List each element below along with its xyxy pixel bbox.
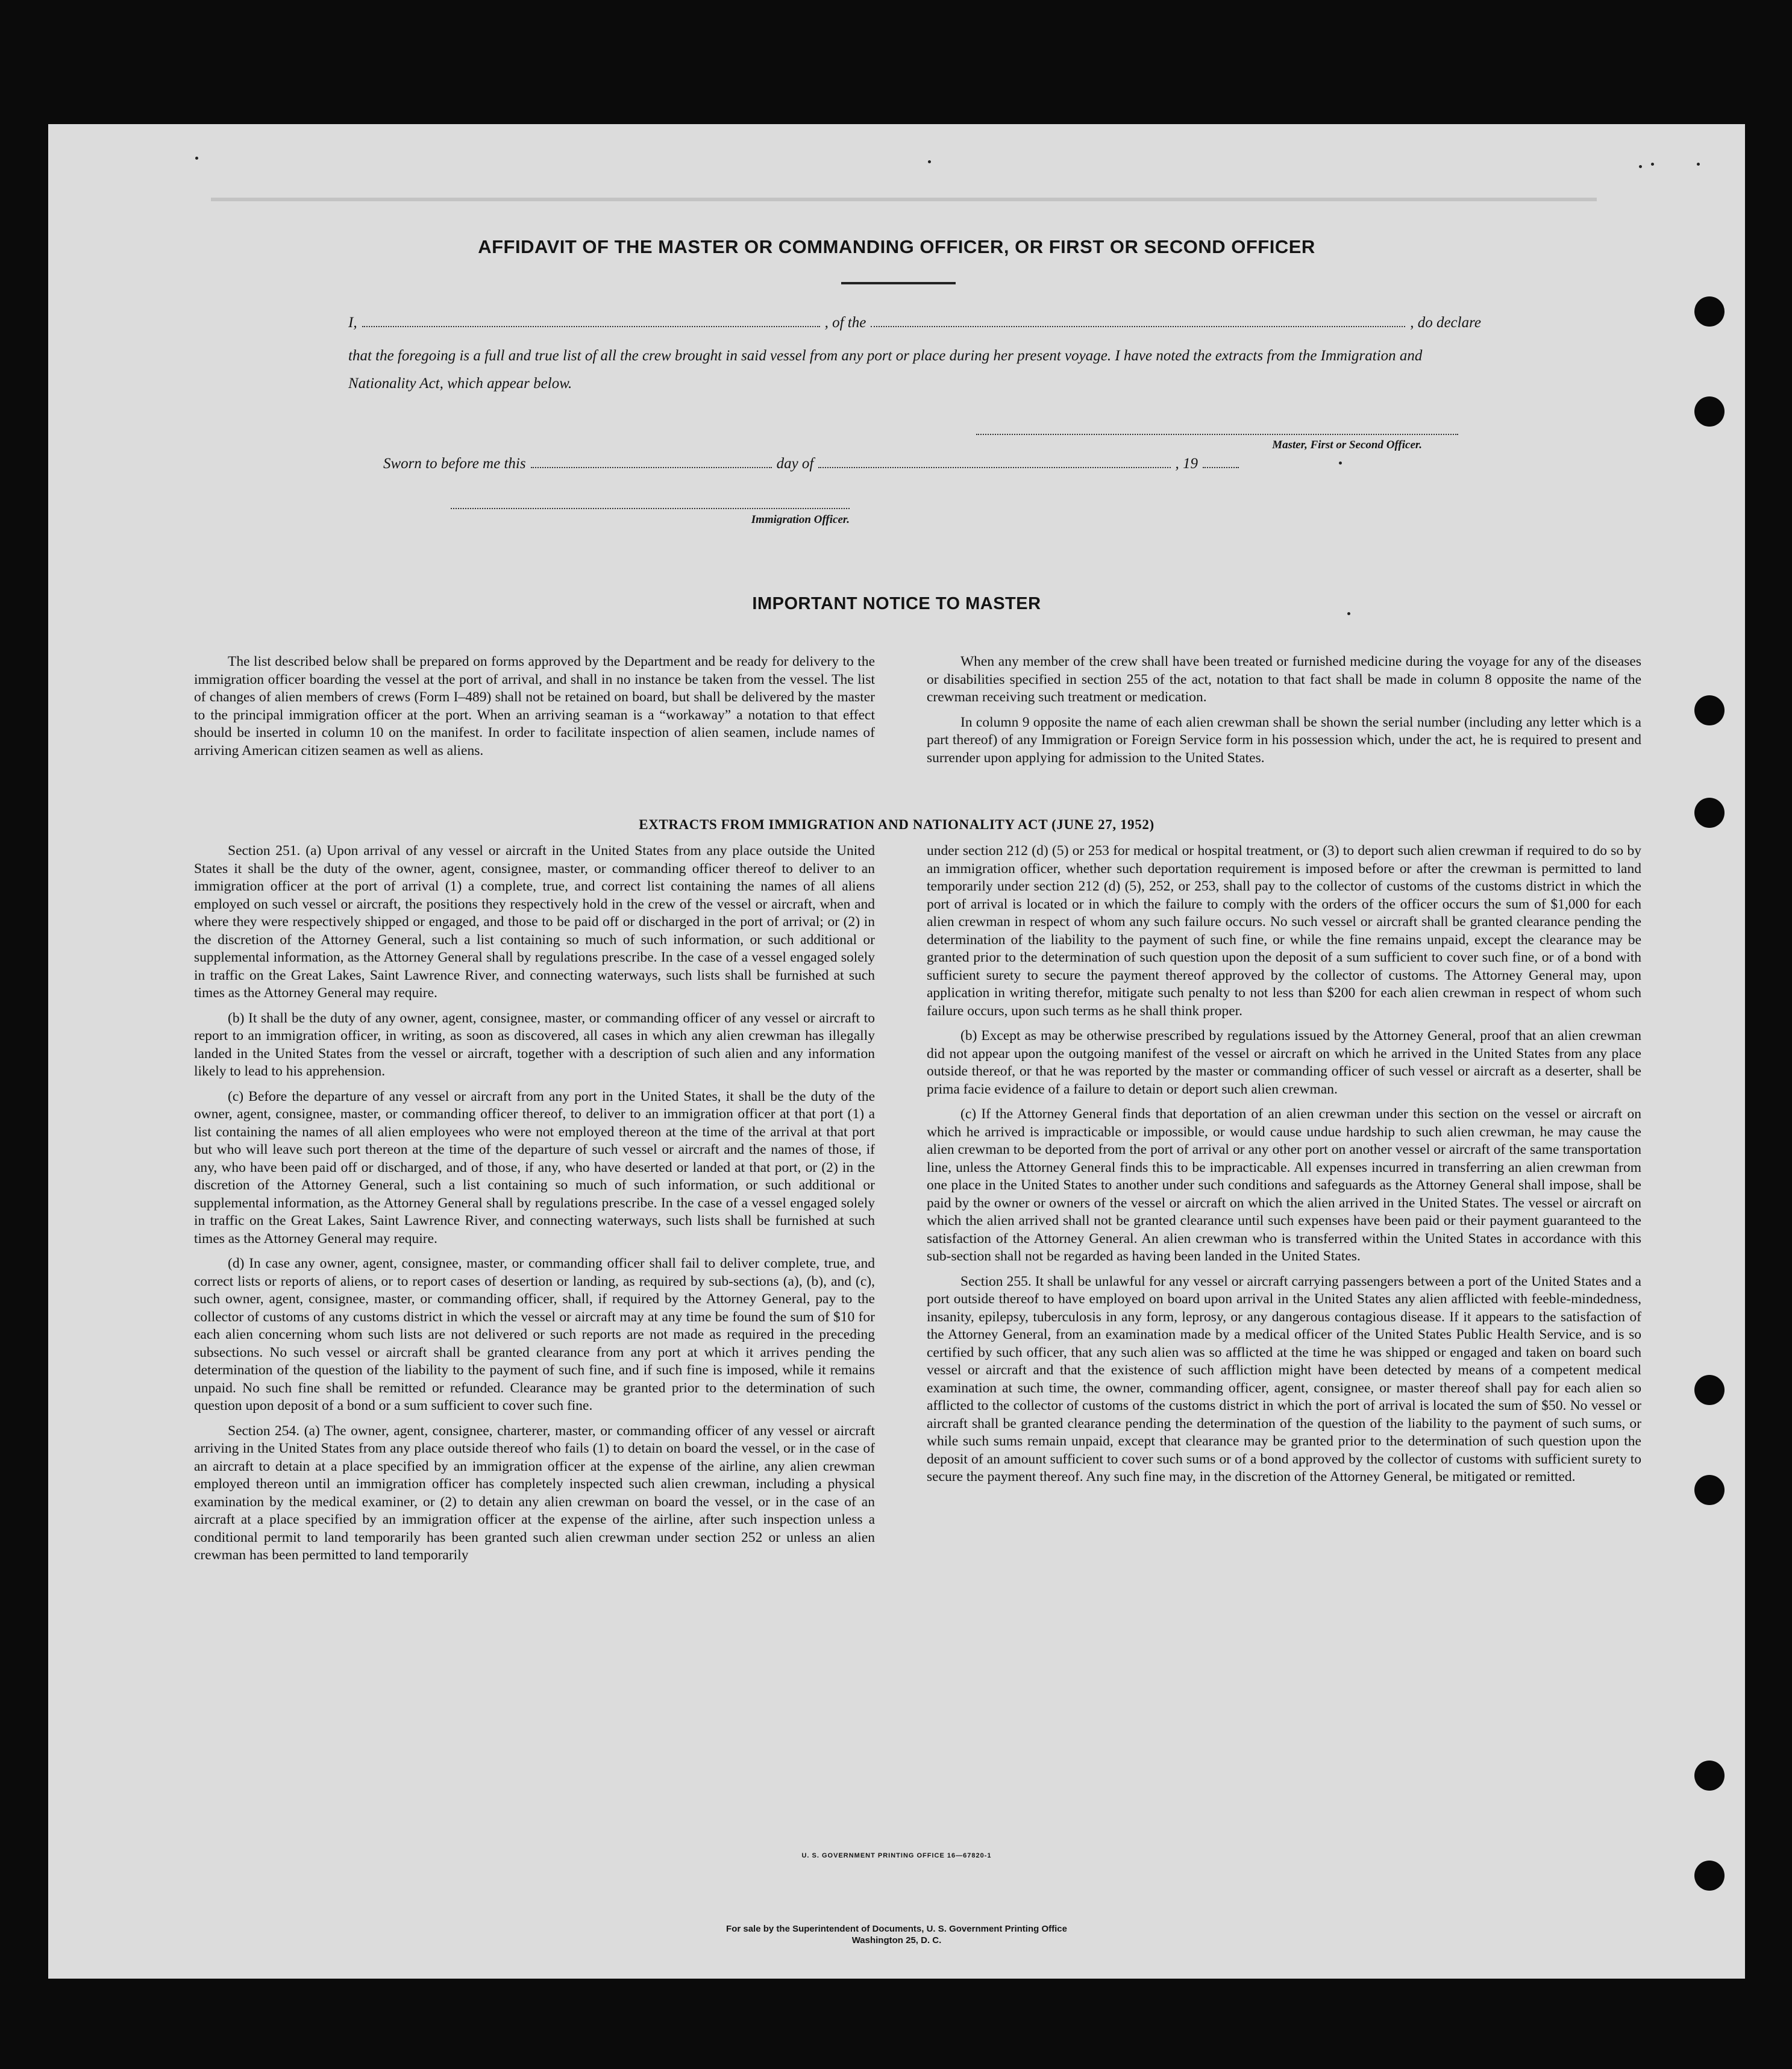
binder-hole <box>1694 1761 1725 1791</box>
year-blank[interactable] <box>1203 456 1239 468</box>
extract-paragraph: (b) It shall be the duty of any owner, agent, consignee, master, or commanding officer of any vessel or aircraft to report to an immigration officer, in writing, as soon as discovered, all cases in which any alien crewman has illegally landed in the United States from the vessel or aircraft, together with a description of such alien and any information likely to lead to his apprehension. <box>194 1010 875 1079</box>
immigration-signature-blank[interactable] <box>451 508 850 509</box>
scan-speck <box>195 157 198 160</box>
i-label: I, <box>348 315 357 331</box>
bleed-through-shadow <box>211 198 1597 225</box>
sworn-line <box>383 455 1239 472</box>
sale-line: Washington 25, D. C. <box>851 1935 942 1945</box>
sworn-label: Sworn to before me this <box>383 455 526 472</box>
notice-paragraph: The list described below shall be prepared on forms approved by the Department and be ready for delivery to the immigration officer boarding the vessel at the port of arrival, and shall in no instance be taken from the vessel. The list of changes of alien members of crews (Form I–489) shall not be retained on board, but shall be delivered by the master to the principal immigration officer at the port. When an arriving seaman is a “workaway” a notation to that effect should be inserted in column 10 on the manifest. In order to facilitate inspection of alien seamen, include names of arriving American citizen seamen as well as aliens. <box>194 654 875 759</box>
extract-paragraph: Section 254. (a) The owner, agent, consignee, charterer, master, or commanding officer of any vessel or aircraft arriving in the United States from any place outside thereof who fails (1) to detain on board the vessel, or in the case of an aircraft to detain at a place specified by an immigration officer at the expense of the airline, any alien crewman employed thereon until an immigration officer has completely inspected such alien crewman, including a physical examination by the medical examiner, or (2) to detain any alien crewman on board the vessel, or in the case of an aircraft at a place specified by an immigration officer at the expense of the airline, after such inspection unless a conditional permit to land temporarily has been granted such alien crewman under section 252 or unless an alien crewman has been permitted to land temporarily <box>194 1423 875 1563</box>
master-signature-blank[interactable] <box>976 434 1458 435</box>
scan-speck <box>1651 163 1654 166</box>
notice-paragraph: When any member of the crew shall have been treated or furnished medicine during the voyage for any of the diseases or disabilities specified in section 255 of the act, notation to that fact shall be made in column 8 opposite the name of the crewman receiving such treatment or medication. <box>927 654 1641 705</box>
binder-hole <box>1694 1475 1725 1505</box>
extract-paragraph: Section 251. (a) Upon arrival of any vessel or aircraft in the United States from any place outside the United States it shall be the duty of the owner, agent, consignee, master, or commanding officer thereof to deliver to an immigration officer at the port of arrival (1) a complete, true, and correct list containing the names of all aliens employed on such vessel or aircraft, the positions they respectively hold in the crew of the vessel or aircraft, when and where they were respectively shipped or engaged, and those to be paid off or discharged in the port of arrival; or (2) in the discretion of the Attorney General, such a list containing so much of such information, or such additional or supplemental information, as the Attorney General shall by regulations prescribe. In the case of a vessel engaged solely in traffic on the Great Lakes, Saint Lawrence River, and connecting waterways, such lists shall be furnished at such times as the Attorney General may require. <box>194 843 875 1001</box>
day-of-label: day of <box>776 455 814 472</box>
binder-hole <box>1694 695 1725 725</box>
sale-notice <box>48 1923 1745 1946</box>
scan-speck <box>1697 163 1700 166</box>
immigration-caption: Immigration Officer. <box>751 513 850 526</box>
extracts-right-column <box>927 842 1641 1494</box>
binder-hole <box>1694 296 1725 327</box>
extract-paragraph: Section 255. It shall be unlawful for any vessel or aircraft carrying passengers between a port of the United States and a port outside thereof to have employed on board upon arrival in the United States any alien afflicted with feeble-mindedness, insanity, epilepsy, tuberculosis in any form, leprosy, or any dangerous contagious disease. If it appears to the satisfaction of the Attorney General, from an examination made by a medical officer of the United States Public Health Service, and is so certified by such officer, that any such alien was so afflicted at the time he was shipped or engaged and taken on board such vessel or aircraft and that the existence of such affliction might have been detected by means of a competent medical examination at such time, the owner, commanding officer, agent, consignee, or master thereof shall pay for each alien so afflicted to the collector of customs of the customs district in which the port of arrival is located the sum of $50. No vessel or aircraft shall be granted clearance pending the determination of the question of the liability to the payment of such sums, or while such sums remain unpaid, except that clearance may be granted prior to the determination of such question upon the deposit of an amount sufficient to cover such sums or of a bond approved by the collector of customs with sufficient surety to secure the payment thereof. Any such fine may, in the discretion of the Attorney General, be mitigated or remitted. <box>927 1273 1641 1485</box>
binder-hole <box>1694 1375 1725 1405</box>
affidavit-title: AFFIDAVIT OF THE MASTER OR COMMANDING OFFICER, OR FIRST OR SECOND OFFICER <box>478 236 1315 257</box>
extracts-title: EXTRACTS FROM IMMIGRATION AND NATIONALITY ACT (JUNE 27, 1952) <box>639 817 1154 832</box>
extract-paragraph: (c) Before the departure of any vessel or aircraft from any port in the United States, it shall be the duty of the owner, agent, consignee, master, or commanding officer thereof, to deliver to an immigration officer at that port (1) a list containing the names of all alien employees who were not employed thereon at the time of the arrival at that port but who will leave such port thereon at the time of the departure of such vessel or aircraft and the names of those, if any, who have been paid off or discharged, and of those, if any, who have deserted or landed at that port, or (2) in the discretion of the Attorney General, such a list containing so much of such information, or such additional or supplemental information, as the Attorney General shall by regulations prescribe. In the case of a vessel engaged solely in traffic on the Great Lakes, Saint Lawrence River, and connecting waterways, such lists shall be furnished at such times as the Attorney General may require. <box>194 1088 875 1247</box>
of-the-label: , of the <box>824 315 866 331</box>
declaration-text: that the foregoing is a full and true list of all the crew brought in said vessel from any port or place during her present voyage. I have noted the extracts from the Immigration and Nationality Act, which appear below. <box>348 348 1423 392</box>
notice-paragraph: In column 9 opposite the name of each alien crewman shall be shown the serial number (including any letter which is a part thereof) of any Immigration or Foreign Service form in his possession which, under the act, he is required to present and surrender upon applying for admission to the United States. <box>927 714 1641 766</box>
declaration-line <box>348 315 1481 331</box>
scan-speck <box>928 160 931 163</box>
gpo-imprint: U. S. GOVERNMENT PRINTING OFFICE 16—67820-1 <box>801 1852 992 1859</box>
vessel-blank[interactable] <box>871 315 1405 327</box>
extract-paragraph: (c) If the Attorney General finds that deportation of an alien crewman under this section on the vessel or aircraft on which he arrived is impracticable or impossible, or would cause undue hardship to such alien crewman, he may cause the alien crewman to be deported from the port of arrival or any other port on another vessel or aircraft of the same transportation line, unless the Attorney General finds this to be impracticable. All expenses incurred in transferring an alien crewman from one place in the United States to another under such conditions and safeguards as the Attorney General shall impose, shall be paid by the owner or owners of the vessel or aircraft on which the alien arrived in the United States. The vessel or aircraft on which the alien arrived shall not be granted clearance until such expenses have been paid or their payment guaranteed to the satisfaction of the Attorney General. An alien crewman who is transferred within the United States in accordance with this sub-section shall not be regarded as having been landed in the United States. <box>927 1106 1641 1264</box>
scan-speck <box>1347 612 1350 615</box>
extract-paragraph: (b) Except as may be otherwise prescribed by regulations issued by the Attorney General, proof that an alien crewman did not appear upon the outgoing manifest of the vessel or aircraft on which he arrived in the United States from any place outside thereof, or that he was reported by the master or commanding officer of such vessel or aircraft as a deserter, shall be prima facie evidence of a failure to detain or deport such alien crewman. <box>927 1028 1641 1097</box>
sale-line: For sale by the Superintendent of Documents, U. S. Government Printing Office <box>726 1924 1067 1934</box>
scan-speck <box>1639 165 1642 168</box>
title-rule <box>841 282 956 284</box>
day-blank[interactable] <box>531 456 772 468</box>
master-caption: Master, First or Second Officer. <box>1272 439 1422 451</box>
extracts-left-column <box>194 842 875 1572</box>
name-blank[interactable] <box>362 315 820 327</box>
binder-hole <box>1694 1861 1725 1891</box>
scan-speck <box>1339 462 1342 465</box>
notice-left-column <box>194 653 875 767</box>
year-label: , 19 <box>1175 455 1198 472</box>
extract-paragraph: under section 212 (d) (5) or 253 for medical or hospital treatment, or (3) to deport such alien crewman if required to do so by an immigration officer, whether such deportation requirement is imposed before or after the crewman is permitted to land temporarily under section 212 (d) (5), 252, or 253, shall pay to the collector of customs of the customs district in which the port of arrival is located or in which the failure to comply with the orders of the officer occurs the sum of $1,000 for each alien crewman in respect of whom any such failure occurs. No such vessel or aircraft shall be granted clearance pending the determination of the liability to the payment of such fine, or while the fine remains unpaid, except the clearance may be granted prior to the determination of such question upon the deposit of a sum sufficient to cover such fine, or of a bond with sufficient surety to secure the payment thereof approved by the collector of customs. The Attorney General may, upon application in writing therefor, mitigate such penalty to not less than $200 for each alien crewman in respect of whom such failure occurs, upon such terms as he shall think proper. <box>927 843 1641 1019</box>
month-blank[interactable] <box>818 456 1170 468</box>
binder-hole <box>1694 396 1725 427</box>
document-page <box>48 124 1745 1979</box>
binder-hole <box>1694 798 1725 828</box>
extract-paragraph: (d) In case any owner, agent, consignee, master, or commanding officer shall fail to deliver complete, true, and correct lists or reports of aliens, or to report cases of desertion or landing, as required by sub-sections (a), (b), and (c), such owner, agent, consignee, master, or commanding officer, shall, if required by the Attorney General, pay to the collector of customs of any customs district in which the vessel or aircraft may at any time be found the sum of $10 for each alien concerning whom such lists are not delivered or such reports are not made as required in the preceding subsections. No such vessel or aircraft shall be granted clearance from any port at which it arrives pending the determination of the question of the liability to the payment of such fine, and if such fine is imposed, while it remains unpaid. No such fine shall be remitted or refunded. Clearance may be granted prior to the determination of such question upon deposit of a bond or a sum sufficient to cover such fine. <box>194 1256 875 1413</box>
do-declare-label: , do declare <box>1410 315 1481 331</box>
notice-right-column <box>927 653 1641 774</box>
notice-title: IMPORTANT NOTICE TO MASTER <box>752 594 1041 613</box>
